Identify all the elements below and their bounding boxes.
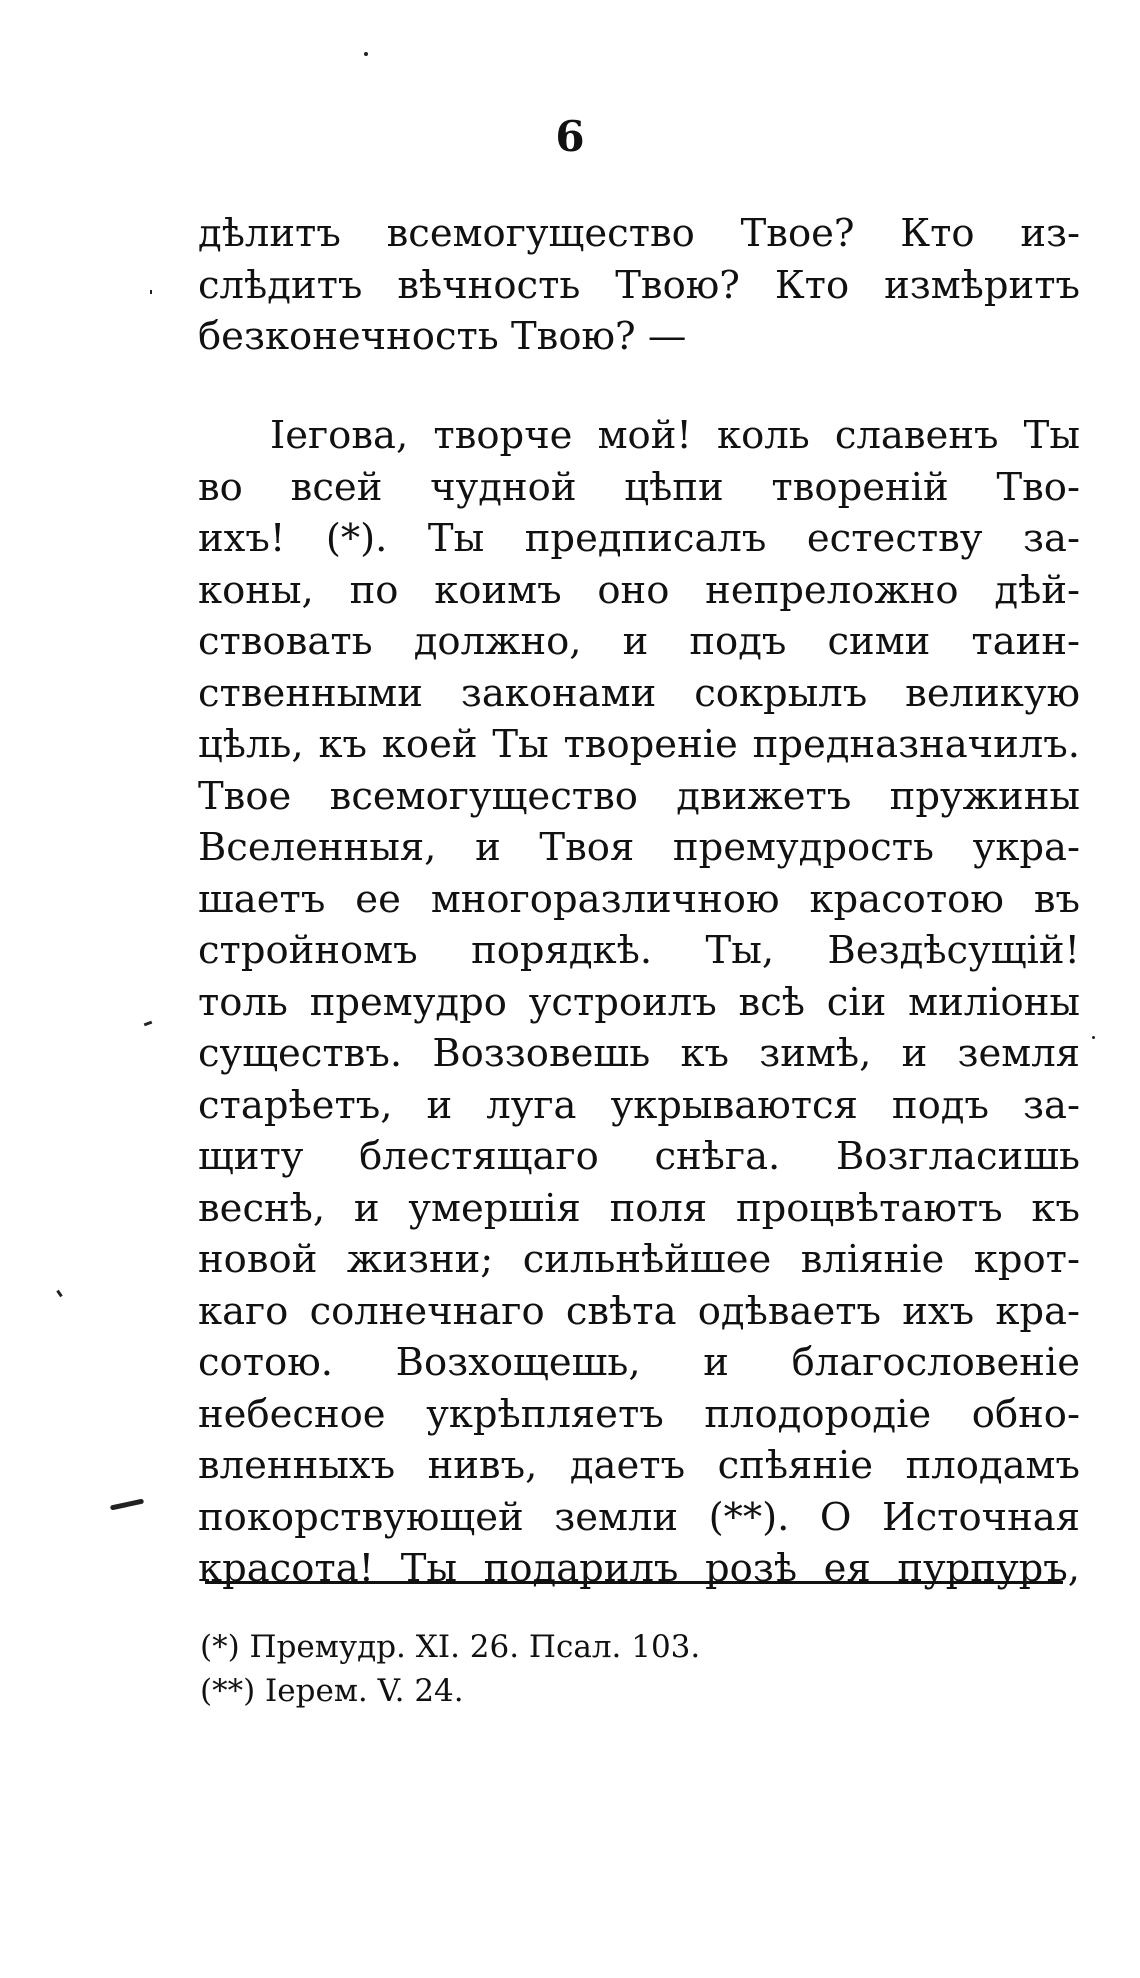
text-line: вленныхъ нивъ, даетъ спѣяніе плодамъ: [198, 1443, 1080, 1488]
text-line: ственными законами сокрылъ великую: [198, 670, 1080, 716]
text-line: существъ. Воззовешь къ зимѣ, и земля: [198, 1031, 1080, 1076]
text-line: цѣль, къ коей Ты твореніе предназначилъ.: [198, 722, 1080, 767]
text-line: дѣлитъ всемогущество Твое? Кто из-: [198, 211, 1080, 256]
text-line: сотою. Возхощешь, и благословеніе: [198, 1340, 1080, 1385]
text-line: ихъ! (*). Ты предписалъ естеству за-: [198, 516, 1080, 561]
text-line: веснѣ, и умершія поля процвѣтаютъ къ: [198, 1185, 1080, 1231]
text-line: коны, по коимъ оно непреложно дѣй-: [198, 567, 1080, 613]
text-line: Іегова, творче мой! коль славенъ Ты: [270, 413, 1080, 458]
paragraph-2: [198, 410, 1080, 1595]
scan-speck: [150, 290, 152, 294]
text-line: Вселенныя, и Твоя премудрость укра-: [198, 825, 1080, 870]
footnote: (*) Премудр. XI. 26. Псал. 103.: [200, 1629, 701, 1665]
footnote-divider: [205, 1581, 1063, 1584]
text-line: толь премудро устроилъ всѣ сіи милiоны: [198, 979, 1080, 1025]
text-line: небесное укрѣпляетъ плодородіе обно-: [198, 1391, 1080, 1437]
scan-speck: [1092, 1036, 1095, 1039]
text-line: новой жизни; сильнѣйшее вліяніе крот-: [198, 1237, 1080, 1282]
text-line: стройномъ порядкѣ. Ты, Вездѣсущій!: [198, 928, 1080, 973]
text-line: Твое всемогущество движетъ пружины: [198, 773, 1080, 819]
text-line: во всей чудной цѣпи твореній Тво-: [198, 464, 1080, 510]
footnote: (**) Іерем. V. 24.: [200, 1673, 464, 1709]
text-line: щиту блестящаго снѣга. Возгласишь: [198, 1134, 1080, 1179]
scan-speck: [56, 1290, 62, 1297]
text-line: шаетъ ее многоразличною красотою въ: [198, 876, 1080, 922]
page-number: 6: [555, 112, 585, 161]
scan-speck: [364, 52, 368, 56]
text-line: безконечность Твою? —: [198, 314, 687, 359]
text-line: красота! Ты подарилъ розѣ ея пурпуръ,: [198, 1546, 1080, 1591]
scan-speck: [144, 1021, 153, 1027]
footnotes: [200, 1625, 1000, 1713]
text-line: каго солнечнаго свѣта одѣваетъ ихъ кра-: [198, 1288, 1080, 1334]
scan-speck: [110, 1499, 144, 1511]
paragraph-1: [198, 208, 1080, 363]
text-line: старѣетъ, и луга укрываются подъ за-: [198, 1082, 1080, 1128]
text-line: слѣдитъ вѣчность Твою? Кто измѣритъ: [198, 262, 1080, 308]
text-line: покорствующей земли (**). О Источная: [198, 1494, 1080, 1540]
text-line: ствовать должно, и подъ сими таин-: [198, 619, 1080, 664]
